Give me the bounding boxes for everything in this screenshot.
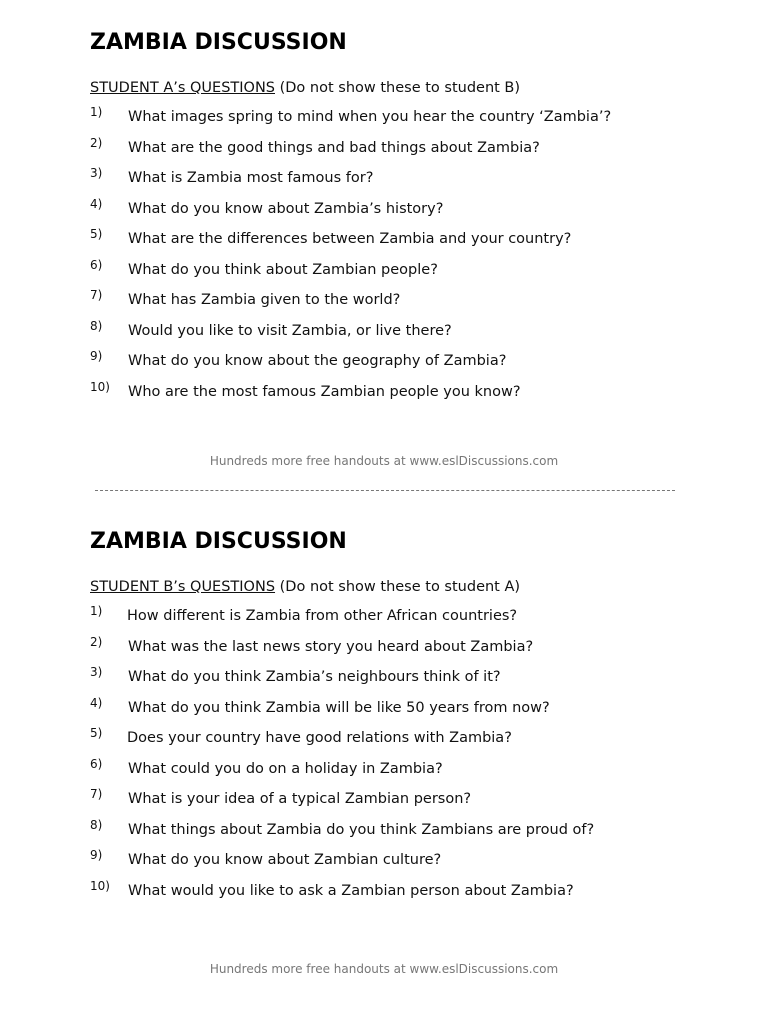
cut-line-divider [95,490,675,491]
question-item [90,351,710,382]
question-number: 3) [90,665,103,679]
question-number: 2) [90,135,103,150]
question-text: What do you know about Zambian culture? [128,852,442,868]
student-a-section [90,29,710,412]
question-item [90,667,710,698]
student-a-subheading [90,79,710,97]
question-text: What is Zambia most famous for? [128,170,374,186]
question-number: 1) [90,105,103,119]
question-text: What is your idea of a typical Zambian person? [128,791,472,807]
question-text: Who are the most famous Zambian people you know? [128,383,521,400]
question-number: 9) [90,349,103,363]
question-item [90,756,710,790]
question-number: 8) [90,318,103,333]
question-item [90,229,710,260]
question-item [90,290,710,321]
question-item [90,318,710,352]
question-number: 2) [90,634,103,649]
question-text: What was the last news story you heard about Zambia? [128,638,534,655]
question-text: What images spring to mind when you hear the country ‘Zambia’? [128,109,612,125]
question-item [90,878,710,912]
student-b-question-list [90,606,710,911]
question-text: What are the differences between Zambia and your country? [128,231,572,247]
question-number: 6) [90,257,103,272]
question-text: What do you know about Zambia’s history? [128,200,444,217]
student-b-note: (Do not show these to student A) [275,579,521,595]
question-item [90,257,710,291]
question-number: 7) [90,787,103,801]
question-text: What do you think about Zambian people? [128,261,438,278]
question-text: What do you think Zambia’s neighbours think of it? [128,669,501,685]
question-item [90,817,710,851]
handouts-footer: Hundreds more free handouts at www.eslDiscussions.com [209,454,559,468]
question-text: Does your country have good relations with Zambia? [127,730,512,746]
question-text: What would you like to ask a Zambian person about Zambia? [128,882,574,899]
question-number: 5) [90,227,103,241]
student-a-note: (Do not show these to student B) [275,80,521,96]
question-number: 10) [90,379,110,394]
page-title: ZAMBIA DISCUSSION [90,529,347,554]
question-text: What are the good things and bad things about Zambia? [128,139,540,156]
handouts-footer: Hundreds more free handouts at www.eslDiscussions.com [209,962,559,976]
question-item [90,379,710,413]
question-number: 4) [90,695,103,710]
student-b-subheading [90,578,710,596]
page-title: ZAMBIA DISCUSSION [90,30,347,55]
question-number: 6) [90,756,103,771]
question-item [90,135,710,169]
question-text: What could you do on a holiday in Zambia? [128,760,443,777]
question-text: What do you know about the geography of Zambia? [128,353,507,369]
question-text: Would you like to visit Zambia, or live there? [128,322,452,339]
question-number: 10) [90,878,110,893]
question-text: What things about Zambia do you think Zambians are proud of? [128,821,595,838]
student-a-question-list [90,107,710,412]
question-number: 4) [90,196,103,211]
question-item [90,789,710,820]
question-number: 3) [90,166,103,180]
question-item [90,634,710,668]
question-item [90,728,710,759]
question-text: How different is Zambia from other African countries? [127,608,518,624]
student-b-section [90,528,710,911]
question-item [90,850,710,881]
question-number: 7) [90,288,103,302]
question-item [90,168,710,199]
question-item [90,606,710,637]
question-item [90,695,710,729]
question-number: 1) [90,604,103,618]
question-number: 9) [90,848,103,862]
student-b-label: STUDENT B’s QUESTIONS [90,579,276,595]
question-item [90,196,710,230]
student-a-label: STUDENT A’s QUESTIONS [90,80,275,96]
question-item [90,107,710,138]
question-number: 5) [90,726,103,740]
question-text: What has Zambia given to the world? [128,292,401,308]
question-number: 8) [90,817,103,832]
question-text: What do you think Zambia will be like 50 years from now? [128,699,550,716]
